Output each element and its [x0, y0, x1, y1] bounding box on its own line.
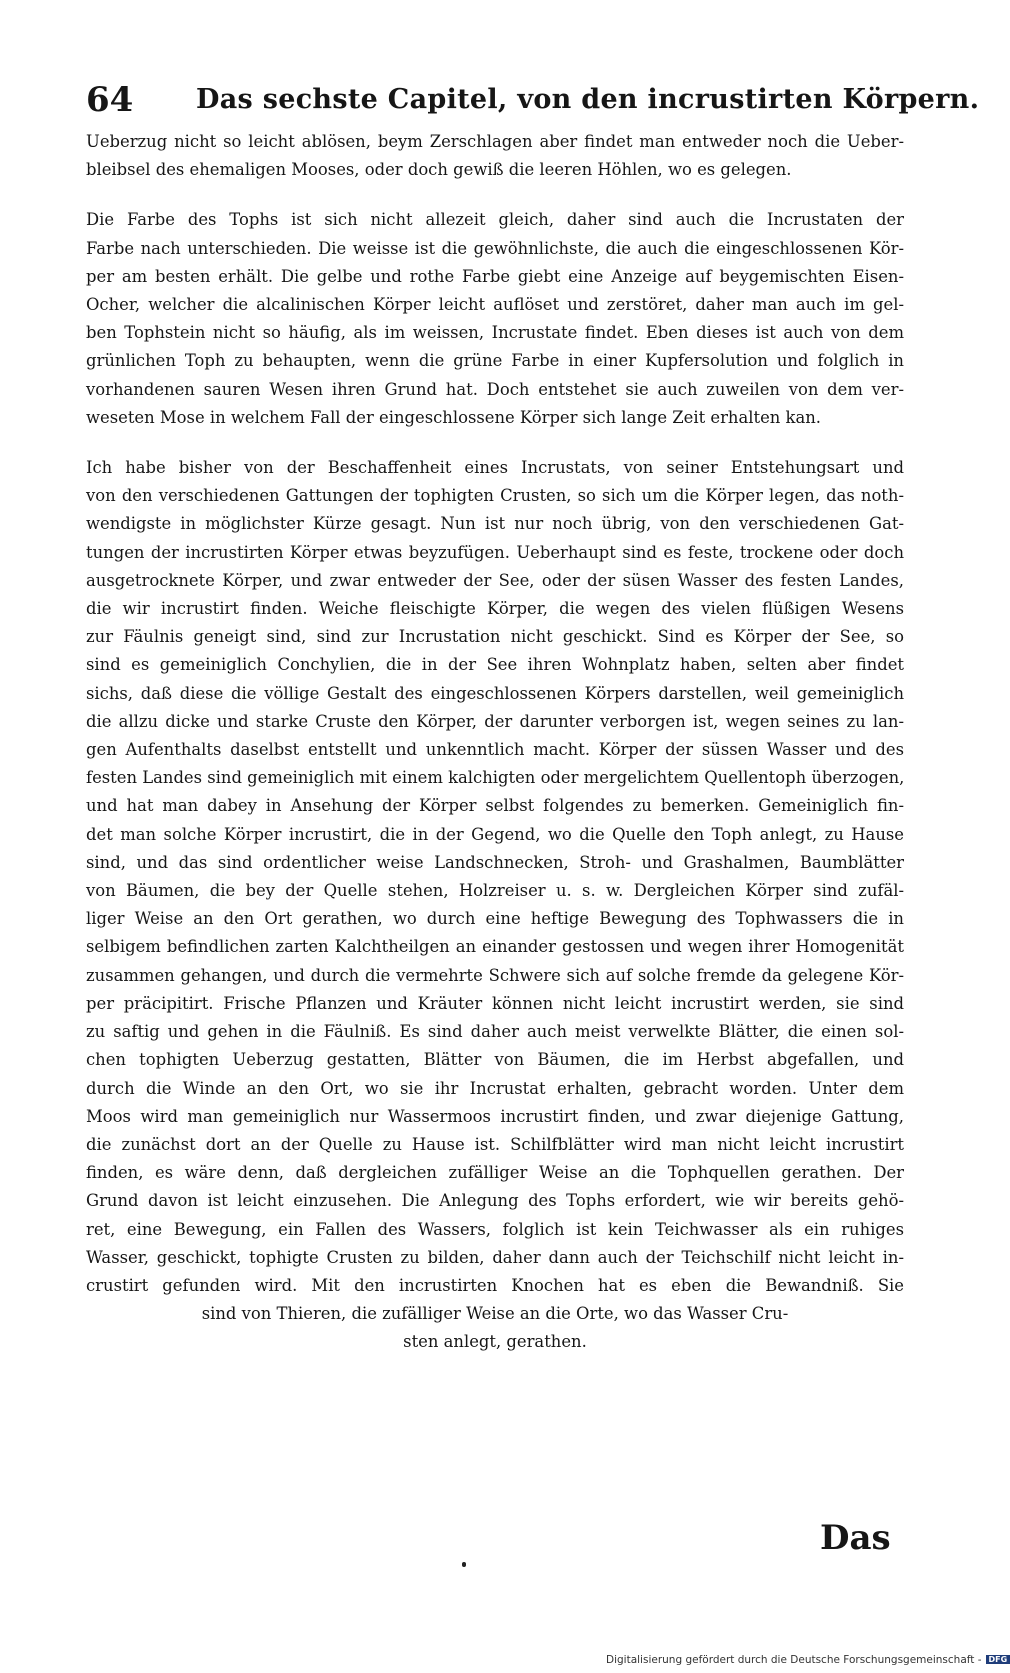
text-line: wendigste in möglichster Kürze gesagt. Nun ist nur noch übrig, von den verschiedenen Gat-: [86, 514, 904, 534]
text-line: von Bäumen, die bey der Quelle stehen, Holzreiser u. s. w. Dergleichen Körper sind zufäl-: [86, 881, 904, 901]
ink-dot: [462, 1562, 466, 1567]
text-line: ausgetrocknete Körper, und zwar entweder der See, oder der süsen Wasser des festen Landes,: [86, 570, 904, 590]
text-line: Die Farbe des Tophs ist sich nicht allezeit gleich, daher sind auch die Incrustaten der: [86, 210, 904, 230]
paragraph: [86, 454, 904, 1357]
digitization-footer: [606, 1654, 1010, 1666]
text-line: sind es gemeiniglich Conchylien, die in der See ihren Wohnplatz haben, selten aber findet: [86, 655, 904, 675]
text-line: sichs, daß diese die völlige Gestalt des eingeschlossenen Körpers darstellen, weil gemeiniglich: [86, 683, 904, 703]
footer-text: Digitalisierung gefördert durch die Deutsche Forschungsgemeinschaft -: [606, 1654, 982, 1666]
text-line: Ich habe bisher von der Beschaffenheit eines Incrustats, von seiner Entstehungsart und: [86, 458, 904, 478]
text-line: sind von Thieren, die zufälliger Weise an die Orte, wo das Wasser Cru-: [201, 1304, 789, 1324]
text-line: sten anlegt, gerathen.: [403, 1332, 587, 1352]
text-line: Farbe nach unterschieden. Die weisse ist die gewöhnlichste, die auch die eingeschlossenen Kör-: [86, 238, 904, 258]
text-line: die allzu dicke und starke Cruste den Körper, der darunter verborgen ist, wegen seines zu lan-: [86, 711, 904, 731]
text-line: per am besten erhält. Die gelbe und rothe Farbe giebt eine Anzeige auf beygemischten Eisen-: [86, 266, 904, 286]
paragraph: [86, 128, 904, 184]
text-line: ben Tophstein nicht so häufig, als im weissen, Incrustate findet. Eben dieses ist auch von dem: [86, 323, 904, 343]
text-line: durch die Winde an den Ort, wo sie ihr Incrustat erhalten, gebracht worden. Unter dem: [86, 1078, 904, 1098]
text-line: per präcipitirt. Frische Pflanzen und Kräuter können nicht leicht incrustirt werden, sie sind: [86, 993, 904, 1013]
dfg-logo: DFG: [986, 1655, 1010, 1664]
text-line: vorhandenen sauren Wesen ihren Grund hat. Doch entstehet sie auch zuweilen von dem ver-: [86, 379, 904, 399]
text-line: Grund davon ist leicht einzusehen. Die Anlegung des Tophs erfordert, wie wir bereits gehö-: [86, 1191, 904, 1211]
text-line: zu saftig und gehen in die Fäulniß. Es sind daher auch meist verwelkte Blätter, die einen sol-: [86, 1022, 904, 1042]
page-header: [86, 80, 980, 124]
catchword: Das: [820, 1518, 891, 1558]
text-line: finden, es wäre denn, daß dergleichen zufälliger Weise an die Tophquellen gerathen. Der: [86, 1163, 904, 1183]
text-line: sind, und das sind ordentlicher weise Landschnecken, Stroh- und Grashalmen, Baumblätter: [86, 852, 904, 872]
text-line: Wasser, geschickt, tophigte Crusten zu bilden, daher dann auch der Teichschilf nicht leicht in-: [86, 1247, 904, 1267]
text-line: von den verschiedenen Gattungen der tophigten Crusten, so sich um die Körper legen, das noth-: [86, 486, 904, 506]
text-line: die wir incrustirt finden. Weiche fleischigte Körper, die wegen des vielen flüßigen Wesens: [86, 599, 904, 619]
text-line: und hat man dabey in Ansehung der Körper selbst folgendes zu bemerken. Gemeiniglich fin-: [86, 796, 904, 816]
text-line: det man solche Körper incrustirt, die in der Gegend, wo die Quelle den Toph anlegt, zu Hause: [86, 824, 904, 844]
text-line: chen tophigten Ueberzug gestatten, Blätter von Bäumen, die im Herbst abgefallen, und: [86, 1050, 904, 1070]
text-line: bleibsel des ehemaligen Mooses, oder doch gewiß die leeren Höhlen, wo es gelegen.: [86, 160, 792, 180]
text-line: Moos wird man gemeiniglich nur Wassermoos incrustirt finden, und zwar diejenige Gattung,: [86, 1106, 904, 1126]
text-line: weseten Mose in welchem Fall der eingeschlossene Körper sich lange Zeit erhalten kan.: [86, 407, 822, 427]
text-line: tungen der incrustirten Körper etwas beyzufügen. Ueberhaupt sind es feste, trockene oder doch: [86, 542, 904, 562]
text-line: ret, eine Bewegung, ein Fallen des Wassers, folglich ist kein Teichwasser als ein ruhiges: [86, 1219, 904, 1239]
text-line: selbigem befindlichen zarten Kalchtheilgen an einander gestossen und wegen ihrer Homogenität: [86, 937, 904, 957]
text-line: die zunächst dort an der Quelle zu Hause ist. Schilfblätter wird man nicht leicht incrustirt: [86, 1134, 904, 1154]
text-line: Ocher, welcher die alcalinischen Körper leicht auflöset und zerstöret, daher man auch im gel-: [86, 295, 904, 315]
text-line: festen Landes sind gemeiniglich mit einem kalchigten oder mergelichtem Quellentoph überzogen,: [86, 768, 905, 788]
paragraph: [86, 206, 904, 432]
text-line: gen Aufenthalts daselbst entstellt und unkenntlich macht. Körper der süssen Wasser und des: [86, 740, 904, 760]
text-line: zur Fäulnis geneigt sind, sind zur Incrustation nicht geschickt. Sind es Körper der See, so: [86, 627, 904, 647]
running-title: Das sechste Capitel, von den incrustirten Körpern.: [196, 84, 980, 115]
text-line: liger Weise an den Ort gerathen, wo durch eine heftige Bewegung des Tophwassers die in: [86, 909, 904, 929]
text-line: crustirt gefunden wird. Mit den incrustirten Knochen hat es eben die Bewandniß. Sie: [86, 1275, 904, 1295]
text-line: zusammen gehangen, und durch die vermehrte Schwere sich auf solche fremde da gelegene Kör-: [86, 965, 904, 985]
page-number: 64: [86, 80, 134, 120]
text-line: Ueberzug nicht so leicht ablösen, beym Zerschlagen aber findet man entweder noch die Ueber-: [86, 132, 904, 151]
page-body: [86, 128, 904, 1357]
text-line: grünlichen Toph zu behaupten, wenn die grüne Farbe in einer Kupfersolution und folglich in: [86, 351, 904, 371]
